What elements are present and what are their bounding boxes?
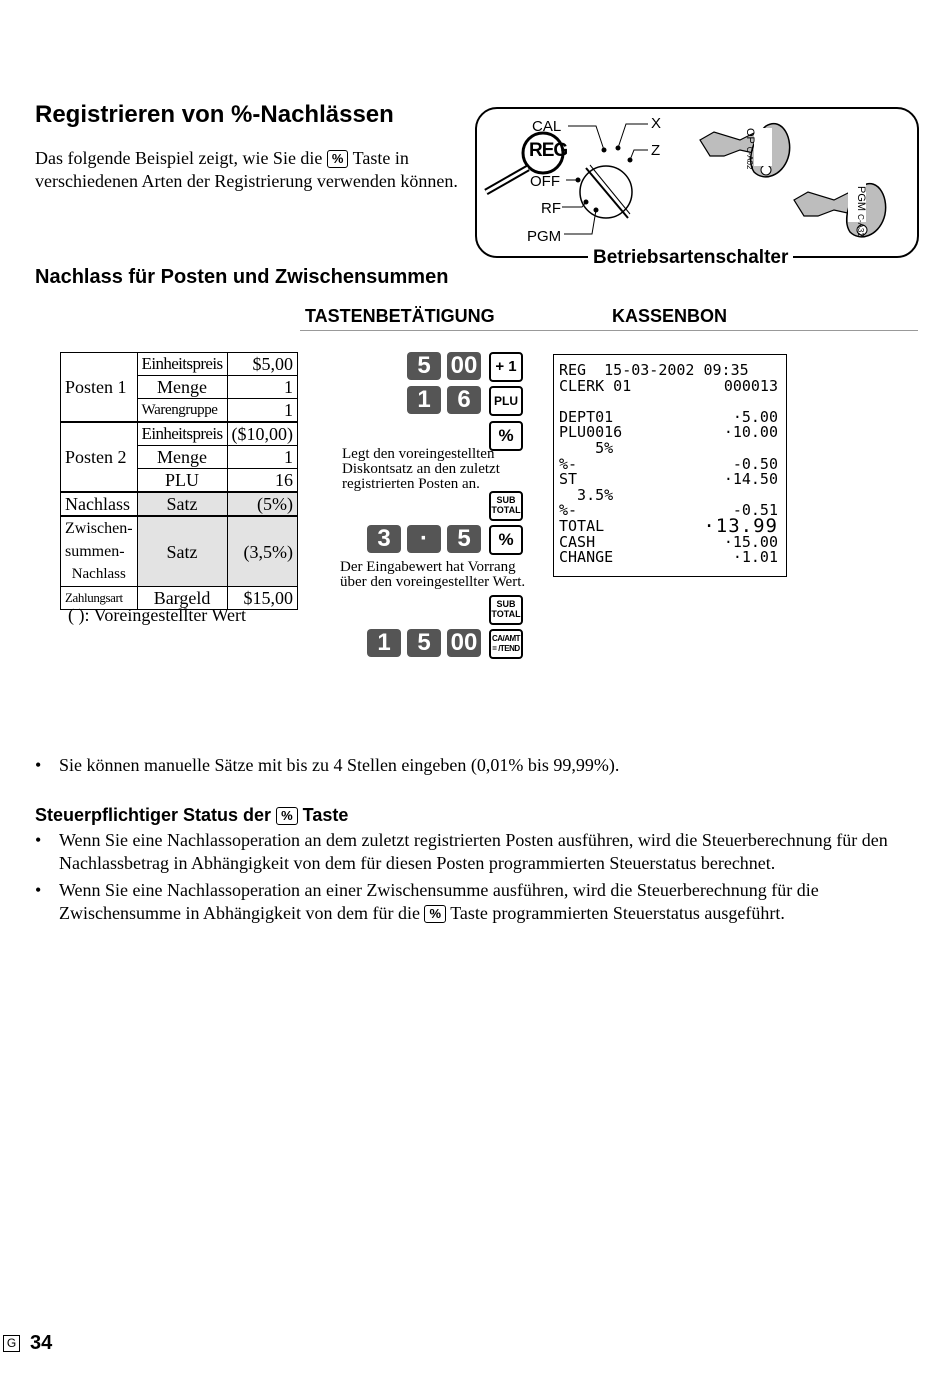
- mode-switch-caption: Betriebsartenschalter: [588, 247, 793, 269]
- table-cell: Bargeld: [137, 587, 227, 610]
- zwischen-cell: Zwischen- summen- Nachlass: [61, 516, 138, 587]
- table-cell: Einheitspreis: [137, 422, 227, 446]
- receipt-line: 5%: [559, 438, 614, 457]
- tax-status-heading: Steuerpflichtiger Status der % Taste: [35, 805, 349, 825]
- table-note: ( ): Voreingestellter Wert: [68, 605, 247, 625]
- receipt-line: CHANGE ·1.01: [559, 548, 778, 567]
- receipt-line: DEPT01 ·5.00: [559, 407, 778, 426]
- percent-key-second: %: [489, 525, 523, 555]
- receipt-line: %- -0.51: [559, 501, 778, 520]
- percent-key-icon: %: [424, 905, 446, 923]
- key-5: 5: [407, 352, 441, 380]
- key-6: 6: [447, 386, 481, 414]
- table-cell: Satz: [137, 516, 227, 587]
- bullet-manual-rates: • Sie können manuelle Sätze mit bis zu 4 Stellen eingeben (0,01% bis 99,99%).: [35, 755, 620, 775]
- receipt-line: REG 15-03-2002 09:35: [559, 361, 749, 379]
- posten1-cell: Posten 1: [61, 353, 138, 423]
- position-x-label: X: [651, 115, 662, 132]
- key-1-second: 1: [367, 629, 401, 657]
- header-divider: [300, 330, 918, 331]
- bullet-icon: •: [35, 830, 42, 850]
- bullet-icon: •: [35, 880, 42, 900]
- percent-key-icon: %: [276, 807, 298, 825]
- plus1-key: + 1: [489, 352, 523, 382]
- key-decimal: ·: [407, 525, 441, 553]
- key-00-second: 00: [447, 629, 481, 657]
- intro-text: Das folgende Beispiel zeigt, wie Sie die % Taste in verschiedenen Arten der Registrierung verwenden können.: [35, 148, 458, 191]
- bullet-item-discount-tax: • Wenn Sie eine Nachlassoperation an dem zuletzt registrierten Posten ausführen, wird die Steuerberechnung für den Nachlassbetrag in Abhängigkeit von dem für diesen Posten programmierten Steuerstatus berechnet.: [35, 830, 888, 873]
- table-cell: ($10,00): [227, 422, 298, 446]
- op-key-label: OP C-A02: [744, 128, 756, 170]
- bullet-icon: •: [35, 755, 42, 775]
- table-cell: 16: [227, 469, 298, 493]
- zahlungsart-cell: Zahlungsart: [61, 587, 138, 610]
- keystroke-note-2: Der Eingabewert hat Vorrang über den voreingestellter Wert.: [340, 559, 526, 590]
- receipt-line: 3.5%: [559, 485, 614, 504]
- table-cell: Menge: [137, 376, 227, 399]
- position-cal-label: CAL: [532, 118, 562, 135]
- key-1: 1: [407, 386, 441, 414]
- page-number: G 34: [3, 1332, 52, 1355]
- key-5-second: 5: [447, 525, 481, 553]
- keystroke-column-header: TASTENBETÄTIGUNG: [305, 306, 495, 326]
- key-00: 00: [447, 352, 481, 380]
- table-cell: 1: [227, 446, 298, 469]
- table-cell: $15,00: [227, 587, 298, 610]
- key-5-third: 5: [407, 629, 441, 657]
- receipt-column-header: KASSENBON: [612, 306, 728, 326]
- percent-key: %: [489, 421, 523, 451]
- receipt-line: %- -0.50: [559, 454, 778, 473]
- keystroke-note-1: Legt den voreingestellten Diskontsatz an den zuletzt registrierten Posten an.: [342, 446, 500, 492]
- posten2-cell: Posten 2: [61, 422, 138, 492]
- receipt-line: ST ·14.50: [559, 470, 778, 489]
- position-z-label: Z: [651, 142, 661, 159]
- table-cell: 1: [227, 376, 298, 399]
- section-title: Nachlass für Posten und Zwischensummen: [35, 266, 449, 288]
- table-cell: PLU: [137, 469, 227, 493]
- spec-table: [60, 352, 298, 610]
- nachlass-cell: Nachlass: [61, 492, 138, 516]
- table-cell: 1: [227, 399, 298, 423]
- table-cell: Einheitspreis: [137, 353, 227, 376]
- table-cell: $5,00: [227, 353, 298, 376]
- position-rf-label: RF: [541, 200, 561, 217]
- position-off-label: OFF: [530, 173, 560, 190]
- receipt-total-line: TOTAL ·13.99: [559, 514, 778, 537]
- pgm-key-label: PGM C-A32: [855, 186, 867, 237]
- cash-tend-key: CA/AMT = /TEND: [489, 629, 523, 659]
- table-cell: (5%): [227, 492, 298, 516]
- receipt-line: CLERK 01 000013: [559, 376, 778, 395]
- table-cell: (3,5%): [227, 516, 298, 587]
- table-cell: Menge: [137, 446, 227, 469]
- receipt-line: CASH ·15.00: [559, 532, 778, 551]
- position-reg-label: REG: [529, 140, 568, 161]
- bullet-subtotal-discount-tax: • Wenn Sie eine Nachlassoperation an einer Zwischensumme ausführen, wird die Steuerberechnung für die Zwischensumme in Abhängigkeit von dem für die % Taste programmierten Steuerstatus ausgeführt.: [35, 880, 819, 923]
- subtotal-key-second: SUB TOTAL: [489, 595, 523, 625]
- plu-key: PLU: [489, 386, 523, 416]
- key-3: 3: [367, 525, 401, 553]
- receipt-line: PLU0016 ·10.00: [559, 423, 778, 442]
- page-title: Registrieren von %-Nachlässen: [35, 101, 394, 128]
- table-cell: Warengruppe: [137, 399, 227, 423]
- language-box: G: [3, 1335, 20, 1352]
- subtotal-key: SUB TOTAL: [489, 491, 523, 521]
- position-pgm-label: PGM: [527, 228, 562, 245]
- receipt: [553, 354, 787, 577]
- table-cell: Satz: [137, 492, 227, 516]
- percent-key-icon: %: [327, 150, 349, 168]
